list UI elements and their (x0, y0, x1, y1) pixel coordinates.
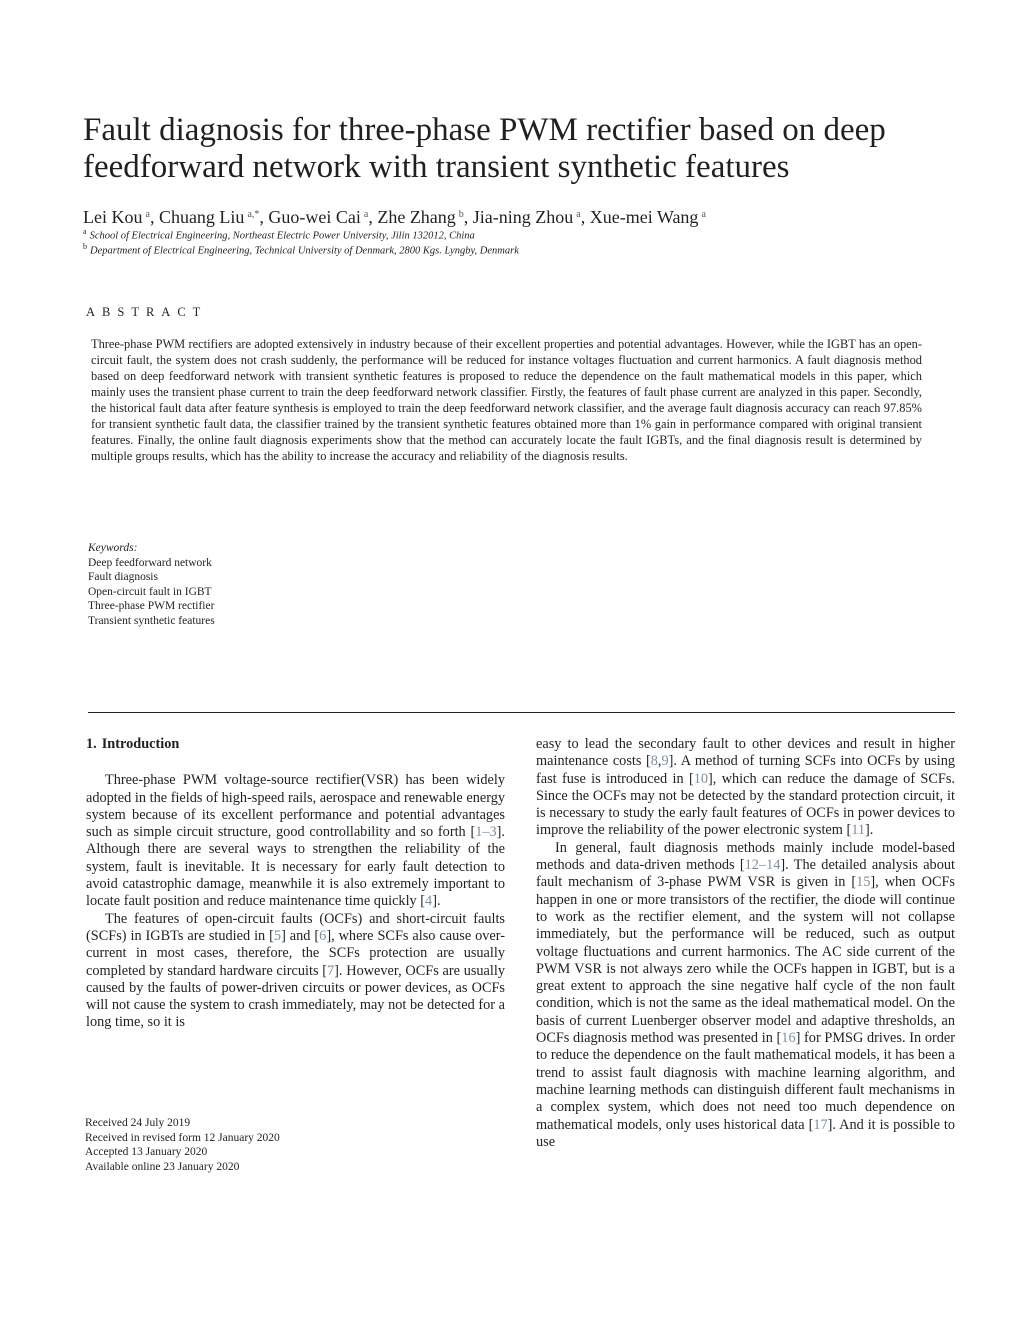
paragraph-text: ]. However, OCFs are usually caused by the faults of power-driven circuits or power devices, as OCFs will not cause the system to crash immediately, may not be detected for a long time, so it is (86, 962, 505, 1031)
citation-link[interactable]: 5 (273, 927, 282, 944)
paragraph-text: easy to lead the secondary fault to other devices and result in higher maintenance costs [ (536, 736, 955, 770)
keywords-list (88, 556, 348, 629)
author-name[interactable]: Chuang Liu (158, 207, 245, 227)
affiliation-text: Department of Electrical Engineering, Technical University of Denmark, 2800 Kgs. Lyngby, Denmark (90, 245, 519, 257)
keywords-block (88, 541, 348, 628)
history-line: Available online 23 January 2020 (85, 1160, 240, 1173)
author-name[interactable]: Lei Kou (83, 207, 143, 227)
title-line-1: Fault diagnosis for three-phase PWM rectifier based on deep (83, 112, 886, 148)
paragraph-text: ]. And it is possible to use (536, 1116, 955, 1150)
paragraph-text: ] for PMSG drives. In order to reduce the dependence on the fault mathematical models, it has been a trend to assist fault diagnosis with machine learning algorithm, and machine learning methods can distinguish different fault mechanisms in a complex system, which does not need too much dependence on mathematical models, only uses historical data [ (536, 1030, 955, 1133)
title-line-2: feedforward network with transient synthetic features (83, 149, 790, 185)
author-affiliation-mark[interactable]: a (363, 209, 369, 220)
history-line: Accepted 13 January 2020 (85, 1146, 208, 1158)
paragraph-text: ]. The detailed analysis about fault mechanism of 3-phase PWM VSR is given in [ (536, 857, 955, 891)
citation-link[interactable]: 1–3 (475, 824, 497, 841)
affiliation-b (83, 240, 983, 259)
keyword-item: Deep feedforward network (88, 556, 212, 569)
citation-link[interactable]: 10 (693, 770, 709, 787)
author-affiliation-mark[interactable]: a (576, 209, 581, 220)
body-paragraph (86, 911, 505, 1032)
keyword-item: Transient synthetic features (88, 614, 215, 627)
paragraph-text: , (657, 753, 662, 770)
history-line: Received in revised form 12 January 2020 (85, 1131, 280, 1144)
article-title (83, 112, 963, 186)
citation-link[interactable]: 16 (781, 1030, 796, 1047)
section-title: Introduction (101, 736, 180, 752)
affiliation-text: School of Electrical Engineering, Northeast Electric Power University, Jilin 132012, China (89, 230, 475, 242)
paragraph-text: ]. (865, 822, 874, 839)
keyword-item: Open-circuit fault in IGBT (88, 585, 212, 598)
paragraph-text: ], when OCFs happen in one or more transistors of the rectifier, the diode will continue to work as the rectifier element, and the system will not collapse immediately, but the performance will be reduced, such as output voltage fluctuations and current harmonics. The AC side current of the PWM VSR is not always zero while the OCFs happen in IGBT, but is a great extent to approach the sine negative half cycle of the non fault condition, which is not the same as the ideal mathematical model. On the basis of current Luenberger observer model and adaptive thresholds, an OCFs diagnosis method was presented in [ (536, 874, 955, 1047)
author-affiliation-mark[interactable]: a,* (247, 209, 260, 220)
body-paragraph (86, 772, 505, 910)
citation-link[interactable]: 12–14 (744, 857, 781, 874)
author-name[interactable]: Jia-ning Zhou (472, 207, 574, 227)
body-paragraph (536, 840, 955, 1151)
author-affiliation-mark[interactable]: a (145, 209, 150, 220)
citation-link[interactable]: 7 (327, 962, 335, 979)
keyword-item: Three-phase PWM rectifier (88, 600, 215, 612)
author-list: Lei Kou $^a$, Chuang Liu $^{a,*}$, Guo-wei Cai $^a$, Zhe Zhang $^b$, Jia-ning Zhou $^a$, Xue-mei Wang $^a$ (83, 207, 706, 227)
paragraph-text: ]. A method of turning SCFs into OCFs by using fast fuse is introduced in [ (536, 753, 955, 787)
affiliation-mark: b (83, 242, 87, 251)
citation-link[interactable]: 11 (851, 822, 866, 839)
history-line: Received 24 July 2019 (85, 1117, 191, 1129)
section-number: 1. (86, 736, 97, 752)
paragraph-text: ]. Although there are several ways to strengthen the reliability of the system, fault is inevitable. It is necessary for early fault detection to avoid catastrophic damage, meanwhile it is also extremely important to locate fault position and reduce maintenance time quickly [ (86, 824, 505, 910)
paragraph-text: In general, fault diagnosis methods mainly include model-based methods and data-driven methods [ (536, 839, 955, 874)
author-name[interactable]: Guo-wei Cai (268, 207, 361, 227)
abstract-heading: ABSTRACT (86, 305, 208, 319)
paragraph-text: ], where SCFs also cause over-current in most cases, therefore, the SCFs protection are usually completed by standard hardware circuits [ (86, 927, 505, 979)
citation-link[interactable]: 15 (856, 874, 871, 891)
paragraph-text: ] and [ (281, 927, 320, 944)
citation-link[interactable]: 6 (319, 927, 327, 944)
citation-link[interactable]: 8 (650, 753, 658, 770)
author-name[interactable]: Zhe Zhang (377, 207, 456, 227)
affiliation-mark: a (83, 227, 87, 236)
body-paragraph (536, 736, 955, 840)
abstract-text: Three-phase PWM rectifiers are adopted extensively in industry because of their excellent properties and potential advantages. However, while the IGBT has an open-circuit fault, the system does not crash suddenly, the performance will be reduced for instance voltages fluctuation and current harmonics. A fault diagnosis method based on deep feedforward network with transient synthetic features is proposed to reduce the dependence on the fault mathematical models in this paper, which mainly uses the transient phase current to train the deep feedforward network classifier. Firstly, the features of fault phase current are analyzed in this paper. Secondly, the historical fault data after feature synthesis is employed to train the deep feedforward network classifier, and the average fault diagnosis accuracy can reach 97.85% for transient synthetic fault data, the classifier trained by the transient synthetic features obtained more than 1% gain in performance compared with original transient features. Finally, the online fault diagnosis experiments show that the method can accurately locate the fault IGBTs, and the final diagnosis result is determined by multiple groups results, which has the ability to increase the accuracy and reliability of the diagnosis results. (91, 337, 922, 463)
author-name[interactable]: Xue-mei Wang (589, 207, 699, 227)
keywords-label: Keywords: (88, 542, 138, 554)
section-divider (88, 712, 955, 713)
keyword-item: Fault diagnosis (88, 571, 158, 583)
body-column-left (86, 736, 505, 1032)
section-heading (86, 736, 505, 753)
body-column-right (536, 736, 955, 1151)
citation-link[interactable]: 17 (813, 1116, 828, 1133)
paragraph-text: ]. (432, 893, 441, 910)
citation-link[interactable]: 9 (661, 753, 669, 770)
author-affiliation-mark[interactable]: a (701, 209, 706, 220)
paragraph-text: The features of open-circuit faults (OCFs) and short-circuit faults (SCFs) in IGBTs are studied in [ (86, 910, 505, 944)
author-affiliation-mark[interactable]: b (458, 209, 464, 220)
article-history (85, 1116, 385, 1174)
paragraph-text: ], which can reduce the damage of SCFs. Since the OCFs may not be detected by the standard protection circuit, it is necessary to study the early fault features of OCFs in power devices to improve the reliability of the power electronic system [ (536, 770, 956, 839)
citation-link[interactable]: 4 (425, 893, 433, 910)
paragraph-text: Three-phase PWM voltage-source rectifier(VSR) has been widely adopted in the fields of high-speed rails, aerospace and renewable energy system because of its excellent performance and potential advantages such as simple circuit structure, good controllability and so forth [ (86, 772, 505, 841)
